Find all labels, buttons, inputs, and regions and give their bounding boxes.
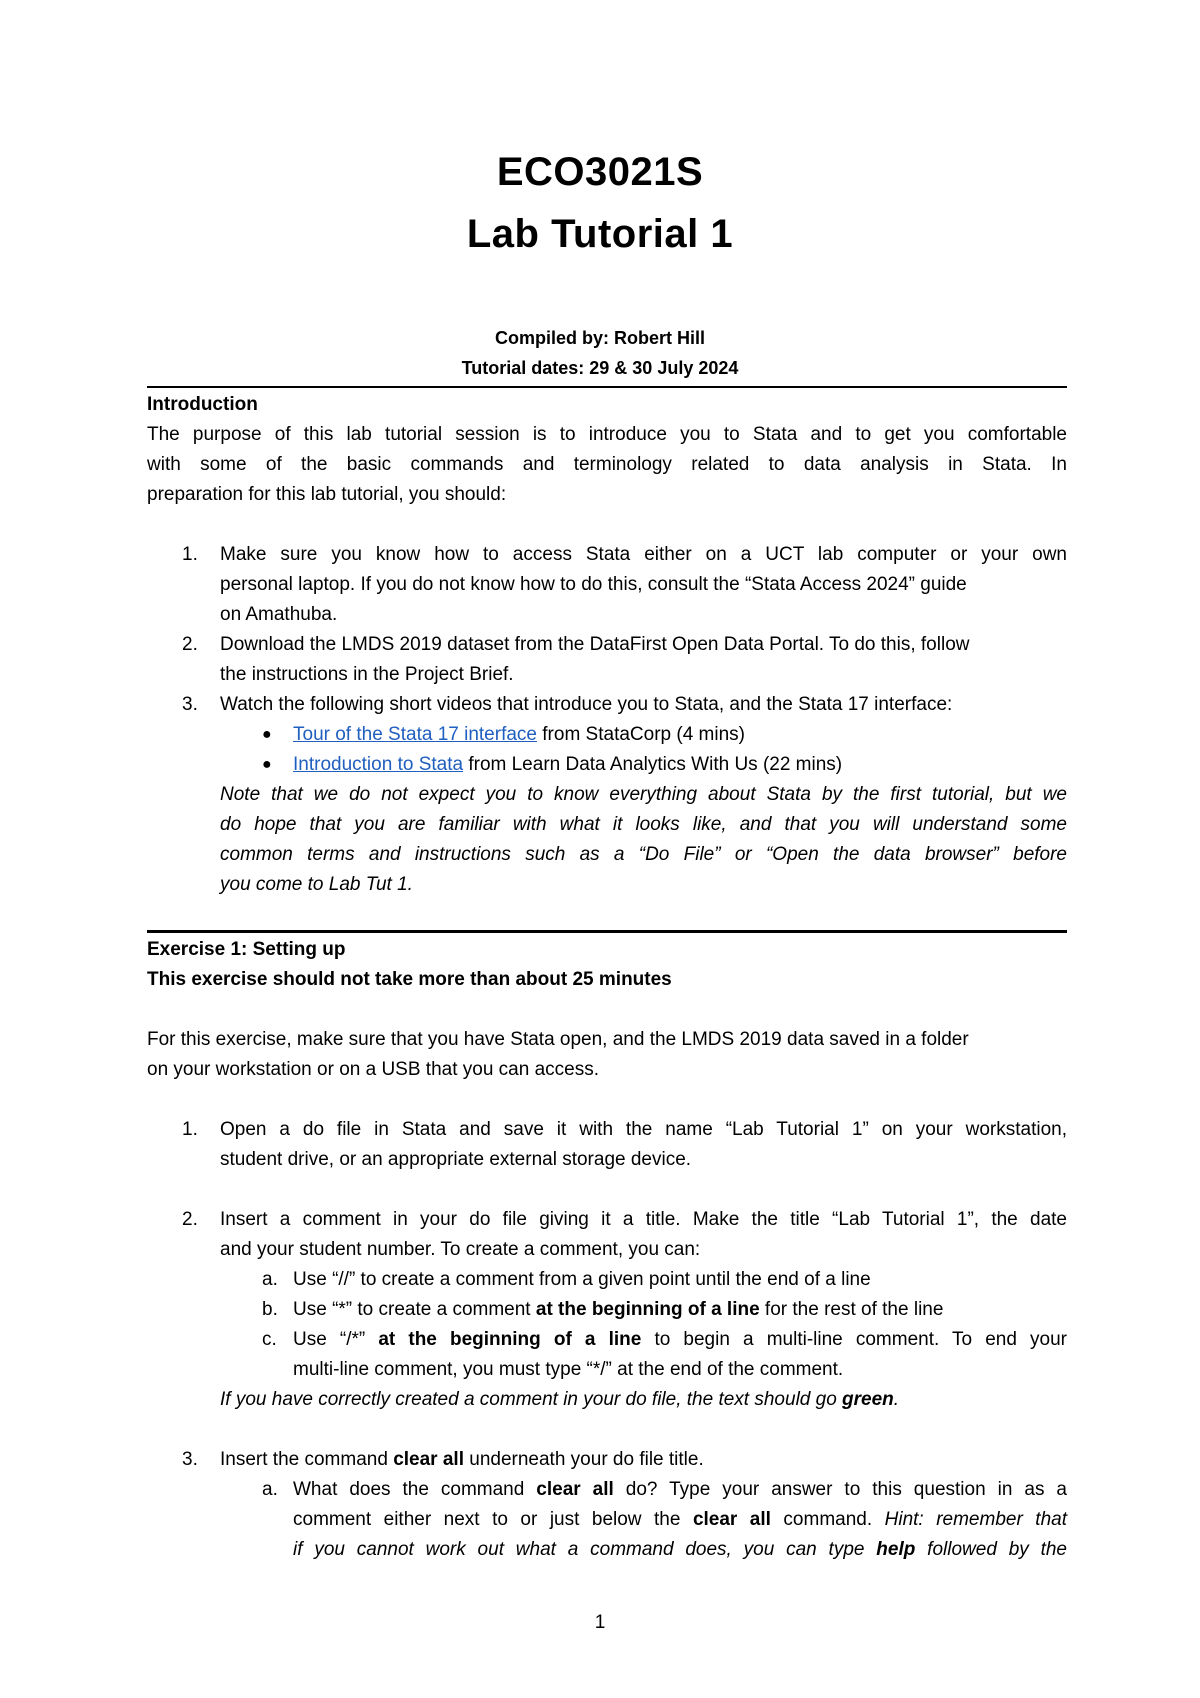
list-item-line: Download the LMDS 2019 dataset from the DataFirst Open Data Portal. To do this, follow	[220, 634, 970, 655]
list-number: 3.	[182, 1449, 198, 1470]
sub-item-label: a.	[262, 1479, 278, 1500]
tutorial-dates: Tutorial dates: 29 & 30 July 2024	[461, 358, 739, 378]
bullet-icon: ●	[262, 726, 272, 743]
sub-item-line: Use “*” to create a comment at the beginning of a line for the rest of the line	[293, 1299, 944, 1320]
sub-item-label: a.	[262, 1269, 278, 1290]
sub-item-line: if you cannot work out what a command does, you can type help followed by the	[293, 1539, 1067, 1560]
list-item-line: Watch the following short videos that introduce you to Stata, and the Stata 17 interface:	[220, 694, 953, 715]
exercise-intro-line: on your workstation or on a USB that you can access.	[147, 1059, 600, 1080]
note-line: do hope that you are familiar with what it looks like, and that you will understand some	[220, 814, 1067, 835]
list-number: 2.	[182, 634, 198, 655]
section-divider	[147, 386, 1067, 388]
step-line: Insert a comment in your do file giving it a title. Make the title “Lab Tutorial 1”, the date	[220, 1209, 1067, 1230]
exercise-intro-line: For this exercise, make sure that you have Stata open, and the LMDS 2019 data saved in a folder	[147, 1029, 969, 1050]
step-line: and your student number. To create a comment, you can:	[220, 1239, 701, 1260]
sub-item-line: multi-line comment, you must type “*/” at the end of the comment.	[293, 1359, 844, 1380]
step-line: Open a do file in Stata and save it with the name “Lab Tutorial 1” on your workstation,	[220, 1119, 1067, 1140]
intro-paragraph-line: The purpose of this lab tutorial session is to introduce you to Stata and to get you comfortable	[147, 424, 1067, 445]
step-note: If you have correctly created a comment in your do file, the text should go green.	[220, 1389, 900, 1410]
step-line: student drive, or an appropriate external storage device.	[220, 1149, 692, 1170]
sub-item-line: comment either next to or just below the clear all command. Hint: remember that	[293, 1509, 1067, 1530]
list-number: 3.	[182, 694, 198, 715]
list-item-line: Make sure you know how to access Stata either on a UCT lab computer or your own	[220, 544, 1067, 565]
compiled-by: Compiled by: Robert Hill	[494, 328, 705, 348]
intro-paragraph-line: with some of the basic commands and terminology related to data analysis in Stata. In	[147, 454, 1067, 475]
sub-item-line: Use “/*” at the beginning of a line to begin a multi-line comment. To end your	[293, 1329, 1068, 1350]
list-item-line: the instructions in the Project Brief.	[220, 664, 514, 685]
note-line: you come to Lab Tut 1.	[220, 874, 413, 895]
page-number: 1	[594, 1612, 606, 1633]
bullet-icon: ●	[262, 756, 272, 773]
page-title: Lab Tutorial 1	[466, 212, 734, 256]
intro-stata-link[interactable]: Introduction to Stata	[293, 754, 464, 775]
intro-paragraph-line: preparation for this lab tutorial, you should:	[147, 484, 507, 505]
exercise-heading: Exercise 1: Setting up	[147, 939, 346, 960]
introduction-heading: Introduction	[147, 394, 258, 415]
sub-item-line: What does the command clear all do? Type your answer to this question in as a	[293, 1479, 1067, 1500]
sub-item-label: b.	[262, 1299, 278, 1320]
step-line: Insert the command clear all underneath your do file title.	[220, 1449, 704, 1470]
list-item-line: personal laptop. If you do not know how to do this, consult the “Stata Access 2024” guide	[220, 574, 967, 595]
sub-item-label: c.	[262, 1329, 277, 1350]
list-item-line: on Amathuba.	[220, 604, 338, 625]
video-source: from Learn Data Analytics With Us (22 mins)	[463, 754, 843, 775]
note-line: common terms and instructions such as a “Do File” or “Open the data browser” before	[220, 844, 1067, 865]
tour-stata-link[interactable]: Tour of the Stata 17 interface	[293, 724, 537, 745]
video-list-item	[293, 720, 745, 750]
list-number: 1.	[182, 1119, 198, 1140]
note-line: Note that we do not expect you to know everything about Stata by the first tutorial, but we	[220, 784, 1067, 805]
section-divider	[147, 930, 1067, 933]
list-number: 2.	[182, 1209, 198, 1230]
list-number: 1.	[182, 544, 198, 565]
video-list-item	[293, 750, 842, 780]
course-code: ECO3021S	[496, 150, 704, 194]
sub-item-line: Use “//” to create a comment from a given point until the end of a line	[293, 1269, 871, 1290]
exercise-subheading: This exercise should not take more than about 25 minutes	[147, 969, 672, 990]
video-source: from StataCorp (4 mins)	[537, 724, 745, 745]
